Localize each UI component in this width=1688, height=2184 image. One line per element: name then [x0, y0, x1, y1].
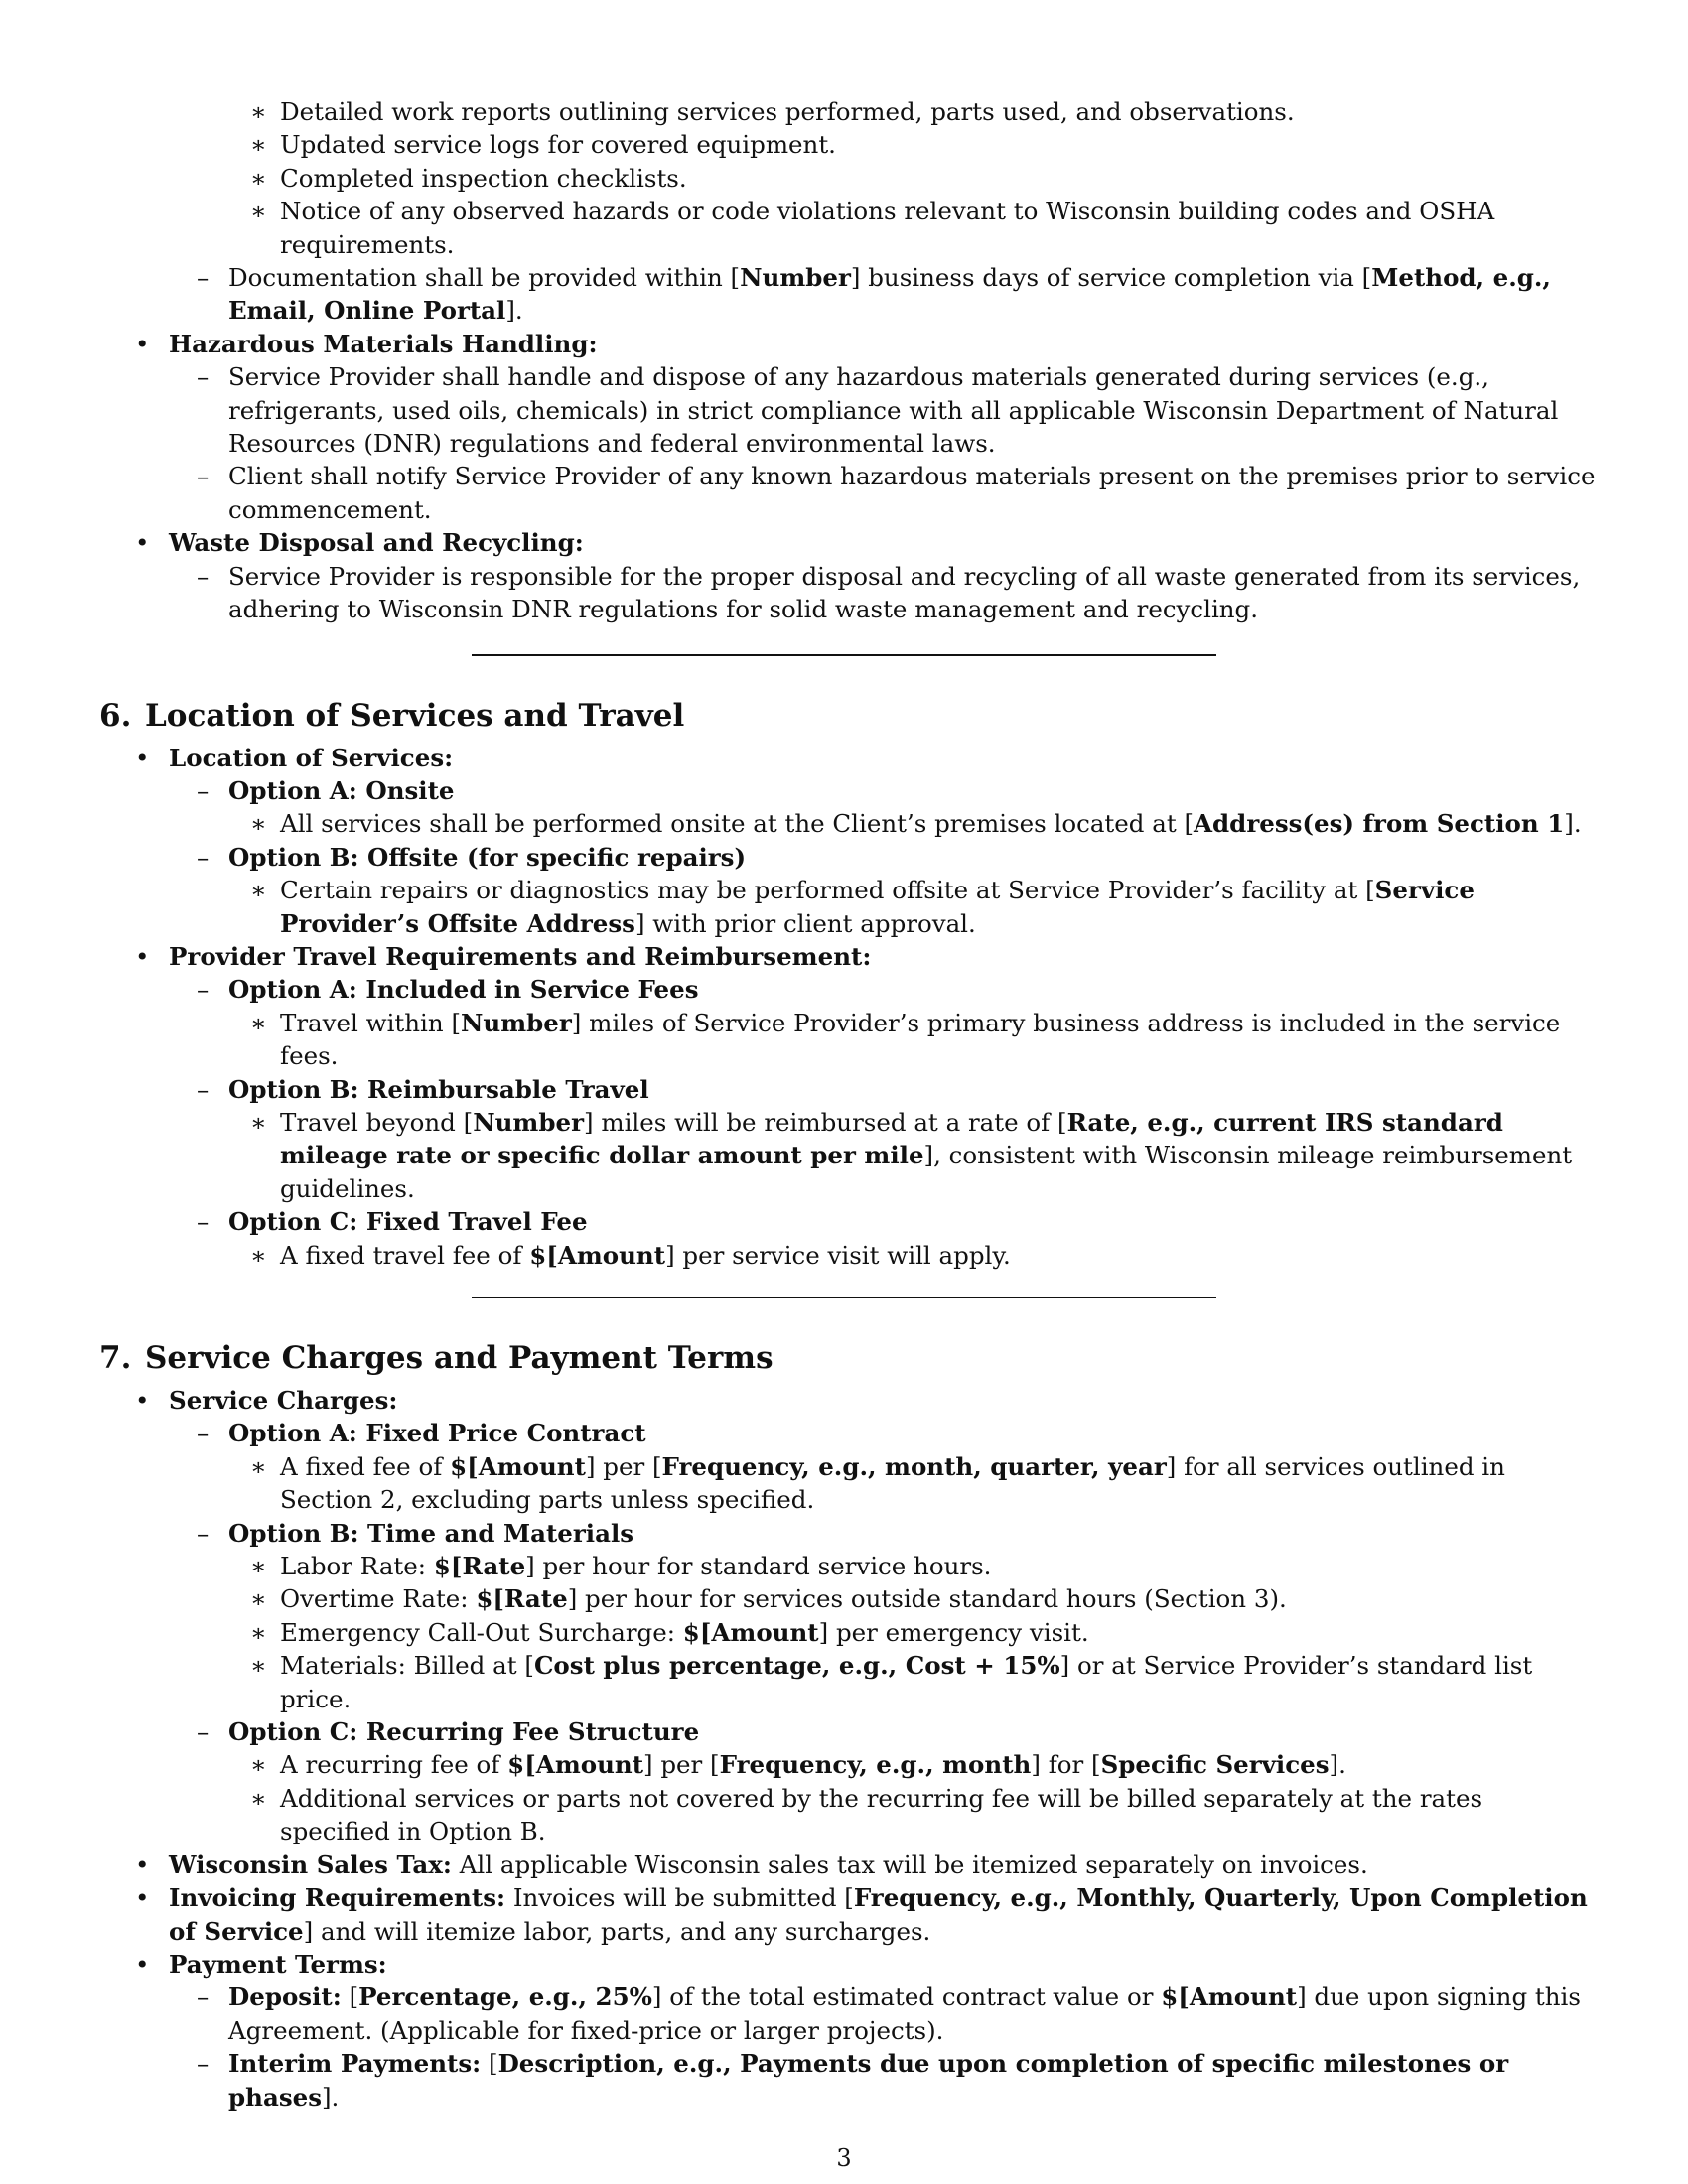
list-item: ∗ Overtime Rate: $[Rate] per hour for services outside standard hours (Section 3).: [99, 1582, 1599, 1615]
bullet-dash: –: [197, 1419, 210, 1448]
list-item: ∗ Detailed work reports outlining services performed, parts used, and observations.: [99, 95, 1599, 128]
bullet-asterisk: ∗: [250, 1783, 267, 1813]
sales-tax-item: • Wisconsin Sales Tax: All applicable Wisconsin sales tax will be itemized separately on invoices.: [99, 1848, 1599, 1881]
option-heading: – Option A: Fixed Price Contract: [99, 1417, 1599, 1449]
bullet-asterisk: ∗: [250, 809, 267, 839]
bullet-asterisk: ∗: [250, 1107, 267, 1137]
travel-heading: • Provider Travel Requirements and Reimbursement:: [99, 940, 1599, 973]
bullet-dash: –: [197, 1518, 210, 1548]
list-item: ∗ Travel beyond [Number] miles will be reimbursed at a rate of [Rate, e.g., current IRS standard mileage rate or specific dollar amount per mile], consistent with Wisconsin mileage reimbursement guidelines.: [250, 1107, 1573, 1203]
list-item: – Service Provider shall handle and dispose of any hazardous materials generated during services (e.g., refrigerants, used oils, chemicals) in strict compliance with all applicable Wisconsin Department of Natural Resources (DNR) regulations and federal environmental laws.: [197, 362, 1559, 459]
charges-heading: • Service Charges:: [99, 1384, 1599, 1417]
bullet-dash: –: [197, 263, 210, 293]
option-heading: – Option C: Recurring Fee Structure: [99, 1715, 1599, 1748]
list-item: – Client shall notify Service Provider of any known hazardous materials present on the premises prior to service commencement.: [197, 462, 1596, 524]
deposit-item: – Deposit: [Percentage, e.g., 25%] of the total estimated contract value or $[Amount] due upon signing this Agreement. (Applicable for fixed-price or larger projects).: [197, 1982, 1581, 2045]
list-item: ∗ Labor Rate: $[Rate] per hour for standard service hours.: [99, 1550, 1599, 1582]
bullet-dash: –: [197, 462, 210, 491]
section-heading-6: 6. Location of Services and Travel: [99, 697, 685, 734]
bullet-dash: –: [197, 1207, 210, 1237]
bullet-dash: –: [197, 842, 210, 872]
bullet-dot: •: [135, 329, 150, 358]
bullet-dot: •: [135, 1849, 150, 1879]
bullet-dot: •: [135, 528, 150, 558]
documentation-timing: – Documentation shall be provided within [Number] business days of service completion via [Method, e.g., Email, Online Portal].: [197, 263, 1551, 326]
list-item: ∗ A recurring fee of $[Amount] per [Frequency, e.g., month] for [Specific Services].: [99, 1748, 1599, 1781]
option-heading: – Option B: Offsite (for specific repairs): [99, 841, 1599, 874]
list-item: ∗ A fixed fee of $[Amount] per [Frequency, e.g., month, quarter, year] for all services outlined in Section 2, excluding parts unless specified.: [250, 1451, 1505, 1515]
page-content: [99, 95, 1599, 2114]
bullet-dash: –: [197, 775, 210, 805]
bullet-dot: •: [135, 1949, 150, 1979]
bullet-asterisk: ∗: [250, 1584, 267, 1614]
bullet-asterisk: ∗: [250, 1552, 267, 1581]
bullet-asterisk: ∗: [250, 876, 267, 905]
bullet-dash: –: [197, 1074, 210, 1104]
list-item: ∗ Materials: Billed at [Cost plus percentage, e.g., Cost + 15%] or at Service Provider’s standard list price.: [250, 1651, 1533, 1713]
bullet-asterisk: ∗: [250, 1451, 267, 1481]
location-heading: • Location of Services:: [99, 742, 1599, 774]
bullet-asterisk: ∗: [250, 97, 267, 126]
list-item: ∗ Updated service logs for covered equipment.: [99, 128, 1599, 161]
option-heading: – Option C: Fixed Travel Fee: [99, 1205, 1599, 1238]
bullet-dash: –: [197, 561, 210, 591]
list-item: ∗ Notice of any observed hazards or code violations relevant to Wisconsin building codes and OSHA requirements.: [250, 197, 1495, 259]
bullet-asterisk: ∗: [250, 1617, 267, 1647]
bullet-dash: –: [197, 1982, 210, 2012]
bullet-dot: •: [135, 1386, 150, 1415]
waste-heading: • Waste Disposal and Recycling:: [99, 526, 1599, 559]
interim-payments-item: – Interim Payments: [Description, e.g., Payments due upon completion of specific milestones or phases].: [197, 2049, 1509, 2112]
list-item: ∗ Additional services or parts not covered by the recurring fee will be billed separately at the rates specified in Option B.: [250, 1783, 1483, 1846]
hazardous-heading: • Hazardous Materials Handling:: [99, 328, 1599, 360]
list-item: ∗ Emergency Call-Out Surcharge: $[Amount] per emergency visit.: [99, 1616, 1599, 1649]
bullet-dot: •: [135, 1883, 150, 1913]
list-item: ∗ All services shall be performed onsite at the Client’s premises located at [Address(es) from Section 1].: [99, 807, 1599, 840]
bullet-asterisk: ∗: [250, 197, 267, 226]
payment-heading: • Payment Terms:: [99, 1948, 1599, 1980]
bullet-dot: •: [135, 941, 150, 971]
bullet-asterisk: ∗: [250, 1750, 267, 1780]
list-item: ∗ Certain repairs or diagnostics may be performed offsite at Service Provider’s facility at [Service Provider’s Offsite Address] with prior client approval.: [250, 876, 1475, 938]
bullet-dash: –: [197, 975, 210, 1005]
bullet-dot: •: [135, 743, 150, 772]
invoicing-item: • Invoicing Requirements: Invoices will be submitted [Frequency, e.g., Monthly, Quarterly, Upon Completion of Service] and will itemize labor, parts, and any surcharges.: [135, 1883, 1588, 1946]
list-item: ∗ A fixed travel fee of $[Amount] per service visit will apply.: [99, 1239, 1599, 1272]
bullet-dash: –: [197, 2049, 210, 2079]
bullet-asterisk: ∗: [250, 130, 267, 160]
option-heading: – Option A: Included in Service Fees: [99, 973, 1599, 1006]
bullet-asterisk: ∗: [250, 1008, 267, 1037]
list-item: ∗ Completed inspection checklists.: [99, 162, 1599, 195]
bullet-asterisk: ∗: [250, 1651, 267, 1681]
list-item: ∗ Travel within [Number] miles of Service Provider’s primary business address is included in the service fees.: [250, 1008, 1561, 1071]
option-heading: – Option B: Time and Materials: [99, 1517, 1599, 1550]
list-item: – Service Provider is responsible for the proper disposal and recycling of all waste generated from its services, adhering to Wisconsin DNR regulations for solid waste management and recycling.: [197, 561, 1581, 624]
bullet-asterisk: ∗: [250, 163, 267, 193]
bullet-dash: –: [197, 362, 210, 392]
section-heading-7: 7. Service Charges and Payment Terms: [99, 1340, 774, 1376]
bullet-asterisk: ∗: [250, 1240, 267, 1270]
option-heading: – Option B: Reimbursable Travel: [99, 1073, 1599, 1106]
page-number: 3: [836, 2144, 852, 2172]
option-heading: – Option A: Onsite: [99, 774, 1599, 807]
bullet-dash: –: [197, 1717, 210, 1747]
